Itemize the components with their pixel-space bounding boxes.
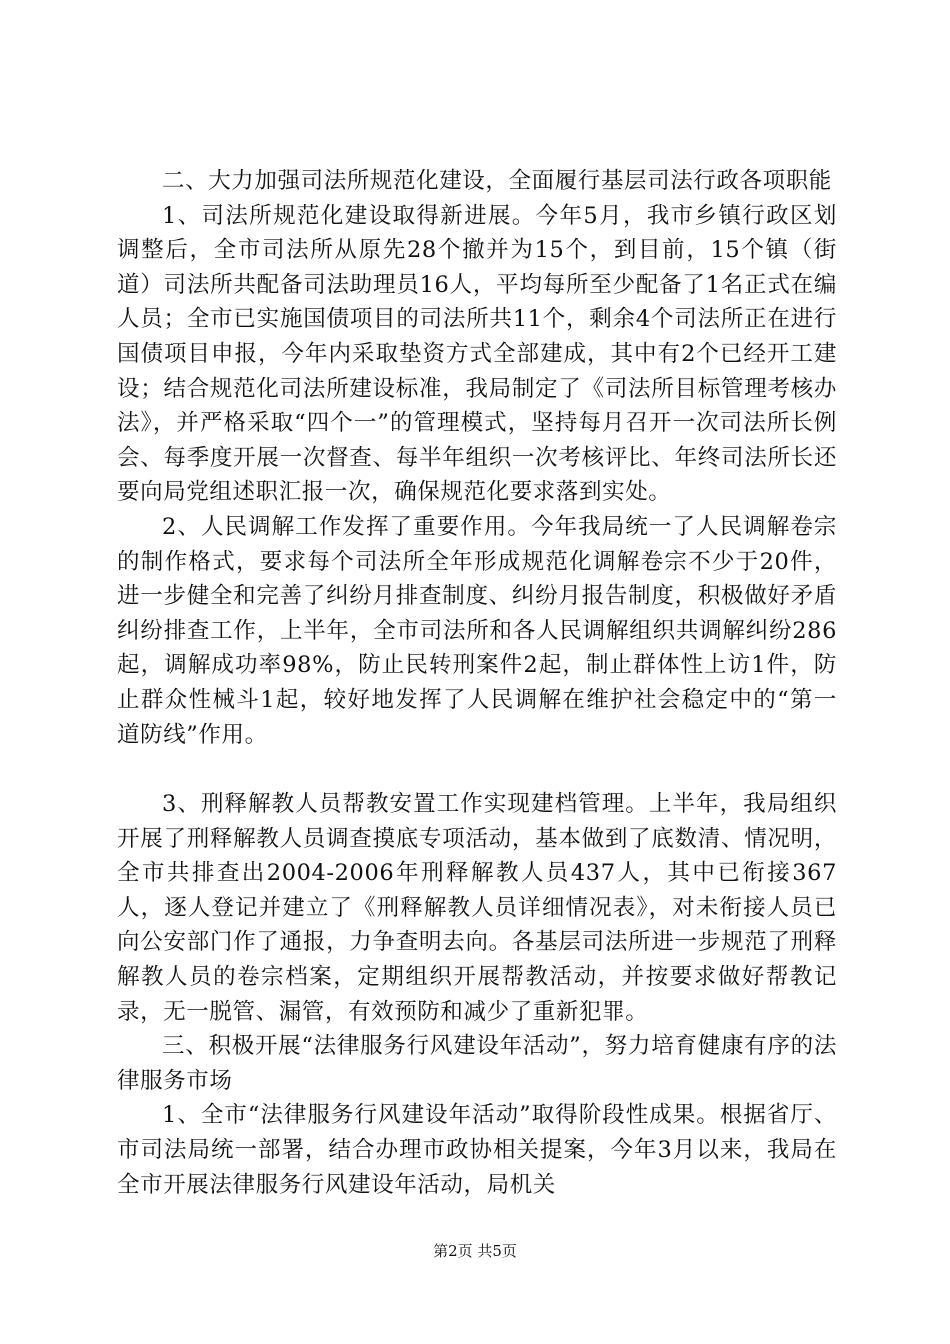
section-3-heading: 三、积极开展“法律服务行风建设年活动”，努力培育健康有序的法律服务市场 [117, 1033, 837, 1094]
paragraph-spacer [117, 752, 837, 787]
paragraph-2-3: 3、刑释解教人员帮教安置工作实现建档管理。上半年，我局组织开展了刑释解教人员调查摸底专项活动，基本做到了底数清、情况明，全市共排查出2004-2006年刑释解教人员437人，其中已衔接367人，逐人登记并建立了《刑释解教人员详细情况表》，对未衔接人员已向公安部门作了通报，力争查明去向。各基层司法所进一步规范了刑释解教人员的卷宗档案，定期组织开展帮教活动，并按要求做好帮教记录，无一脱管、漏管，有效预防和减少了重新犯罪。 [117, 791, 837, 1025]
section-2-heading: 二、大力加强司法所规范化建设，全面履行基层司法行政各项职能 [162, 168, 832, 194]
document-body [117, 164, 837, 1202]
page-number-footer: 第2页 共5页 [433, 1242, 517, 1260]
paragraph-2-2: 2、人民调解工作发挥了重要作用。今年我局统一了人民调解卷宗的制作格式，要求每个司法所全年形成规范化调解卷宗不少于20件，进一步健全和完善了纠纷月排查制度、纠纷月报告制度，积极做好矛盾纠纷排查工作，上半年，全市司法所和各人民调解组织共调解纠纷286起，调解成功率98%，防止民转刑案件2起，制止群体性上访1件，防止群众性械斗1起，较好地发挥了人民调解在维护社会稳定中的“第一道防线”作用。 [117, 513, 837, 748]
paragraph-2-1: 1、司法所规范化建设取得新进展。今年5月，我市乡镇行政区划调整后，全市司法所从原先28个撤并为15个，到目前，15个镇（街道）司法所共配备司法助理员16人，平均每所至少配备了1名正式在编人员；全市已实施国债项目的司法所共11个，剩余4个司法所正在进行国债项目申报，今年内采取垫资方式全部建成，其中有2个已经开工建设；结合规范化司法所建设标准，我局制定了《司法所目标管理考核办法》，并严格采取“四个一”的管理模式，坚持每月召开一次司法所长例会、每季度开展一次督查、每半年组织一次考核评比、年终司法所长还要向局党组述职汇报一次，确保规范化要求落到实处。 [117, 202, 837, 506]
paragraph-3-1: 1、全市“法律服务行风建设年活动”取得阶段性成果。根据省厅、市司法局统一部署，结合办理市政协相关提案，今年3月以来，我局在全市开展法律服务行风建设年活动，局机关 [117, 1102, 837, 1198]
